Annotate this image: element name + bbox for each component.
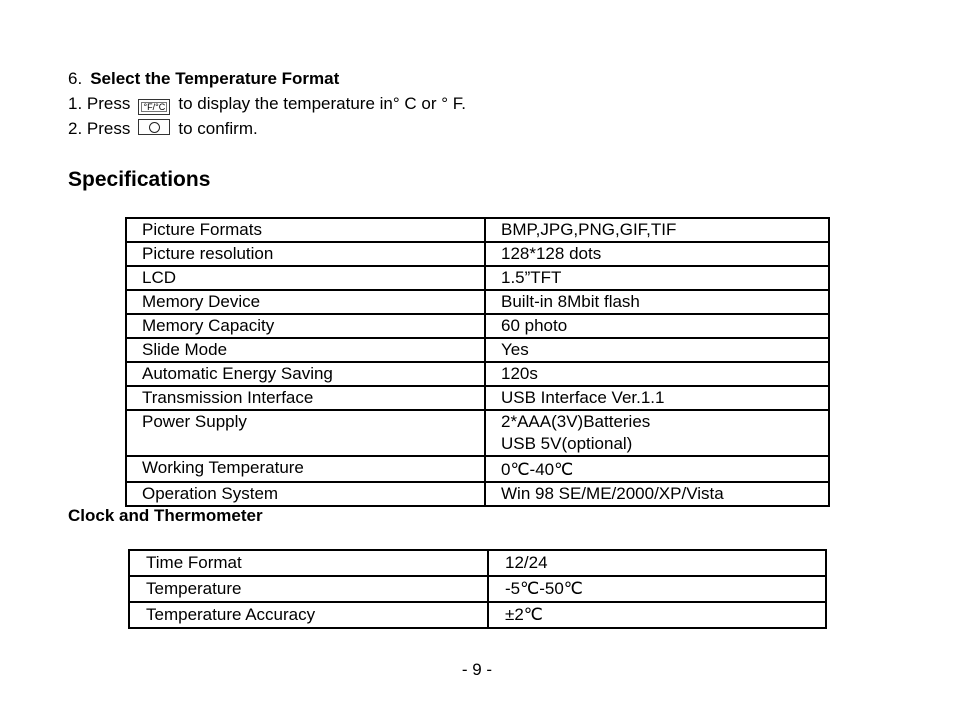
instruction-line-2 bbox=[68, 119, 258, 139]
table-row: Picture resolution 128*128 dots bbox=[126, 242, 829, 266]
line2-suffix: to confirm. bbox=[178, 119, 258, 138]
clock-heading: Clock and Thermometer bbox=[68, 506, 263, 525]
clock-table bbox=[128, 549, 827, 629]
step-title-text: Select the Temperature Format bbox=[90, 69, 340, 88]
confirm-key-icon bbox=[138, 119, 170, 135]
line1-prefix: 1. Press bbox=[68, 94, 131, 113]
table-row: Transmission Interface USB Interface Ver.1.1 bbox=[126, 386, 829, 410]
table-row: Temperature -5℃-50℃ bbox=[129, 576, 826, 602]
step-title bbox=[68, 69, 339, 89]
table-row: Automatic Energy Saving 120s bbox=[126, 362, 829, 386]
line2-prefix: 2. Press bbox=[68, 119, 131, 138]
table-row: Temperature Accuracy ±2℃ bbox=[129, 602, 826, 628]
line1-suffix: to display the temperature in° C or ° F. bbox=[178, 94, 466, 113]
table-row: Working Temperature 0℃-40℃ bbox=[126, 456, 829, 482]
table-row: LCD 1.5”TFT bbox=[126, 266, 829, 290]
table-row: Picture Formats BMP,JPG,PNG,GIF,TIF bbox=[126, 218, 829, 242]
table-row: Memory Capacity 60 photo bbox=[126, 314, 829, 338]
table-row: Power Supply 2*AAA(3V)Batteries USB 5V(optional) bbox=[126, 410, 829, 456]
specifications-heading: Specifications bbox=[68, 168, 211, 191]
step-number: 6. bbox=[68, 69, 83, 88]
specifications-table bbox=[125, 217, 830, 507]
table-row: Time Format 12/24 bbox=[129, 550, 826, 576]
table-row: Memory Device Built-in 8Mbit flash bbox=[126, 290, 829, 314]
page-number: - 9 - bbox=[461, 660, 493, 679]
instruction-line-1 bbox=[68, 94, 466, 115]
table-row: Slide Mode Yes bbox=[126, 338, 829, 362]
temp-unit-key-icon: °F/°C bbox=[138, 99, 170, 115]
table-row: Operation System Win 98 SE/ME/2000/XP/Vista bbox=[126, 482, 829, 506]
